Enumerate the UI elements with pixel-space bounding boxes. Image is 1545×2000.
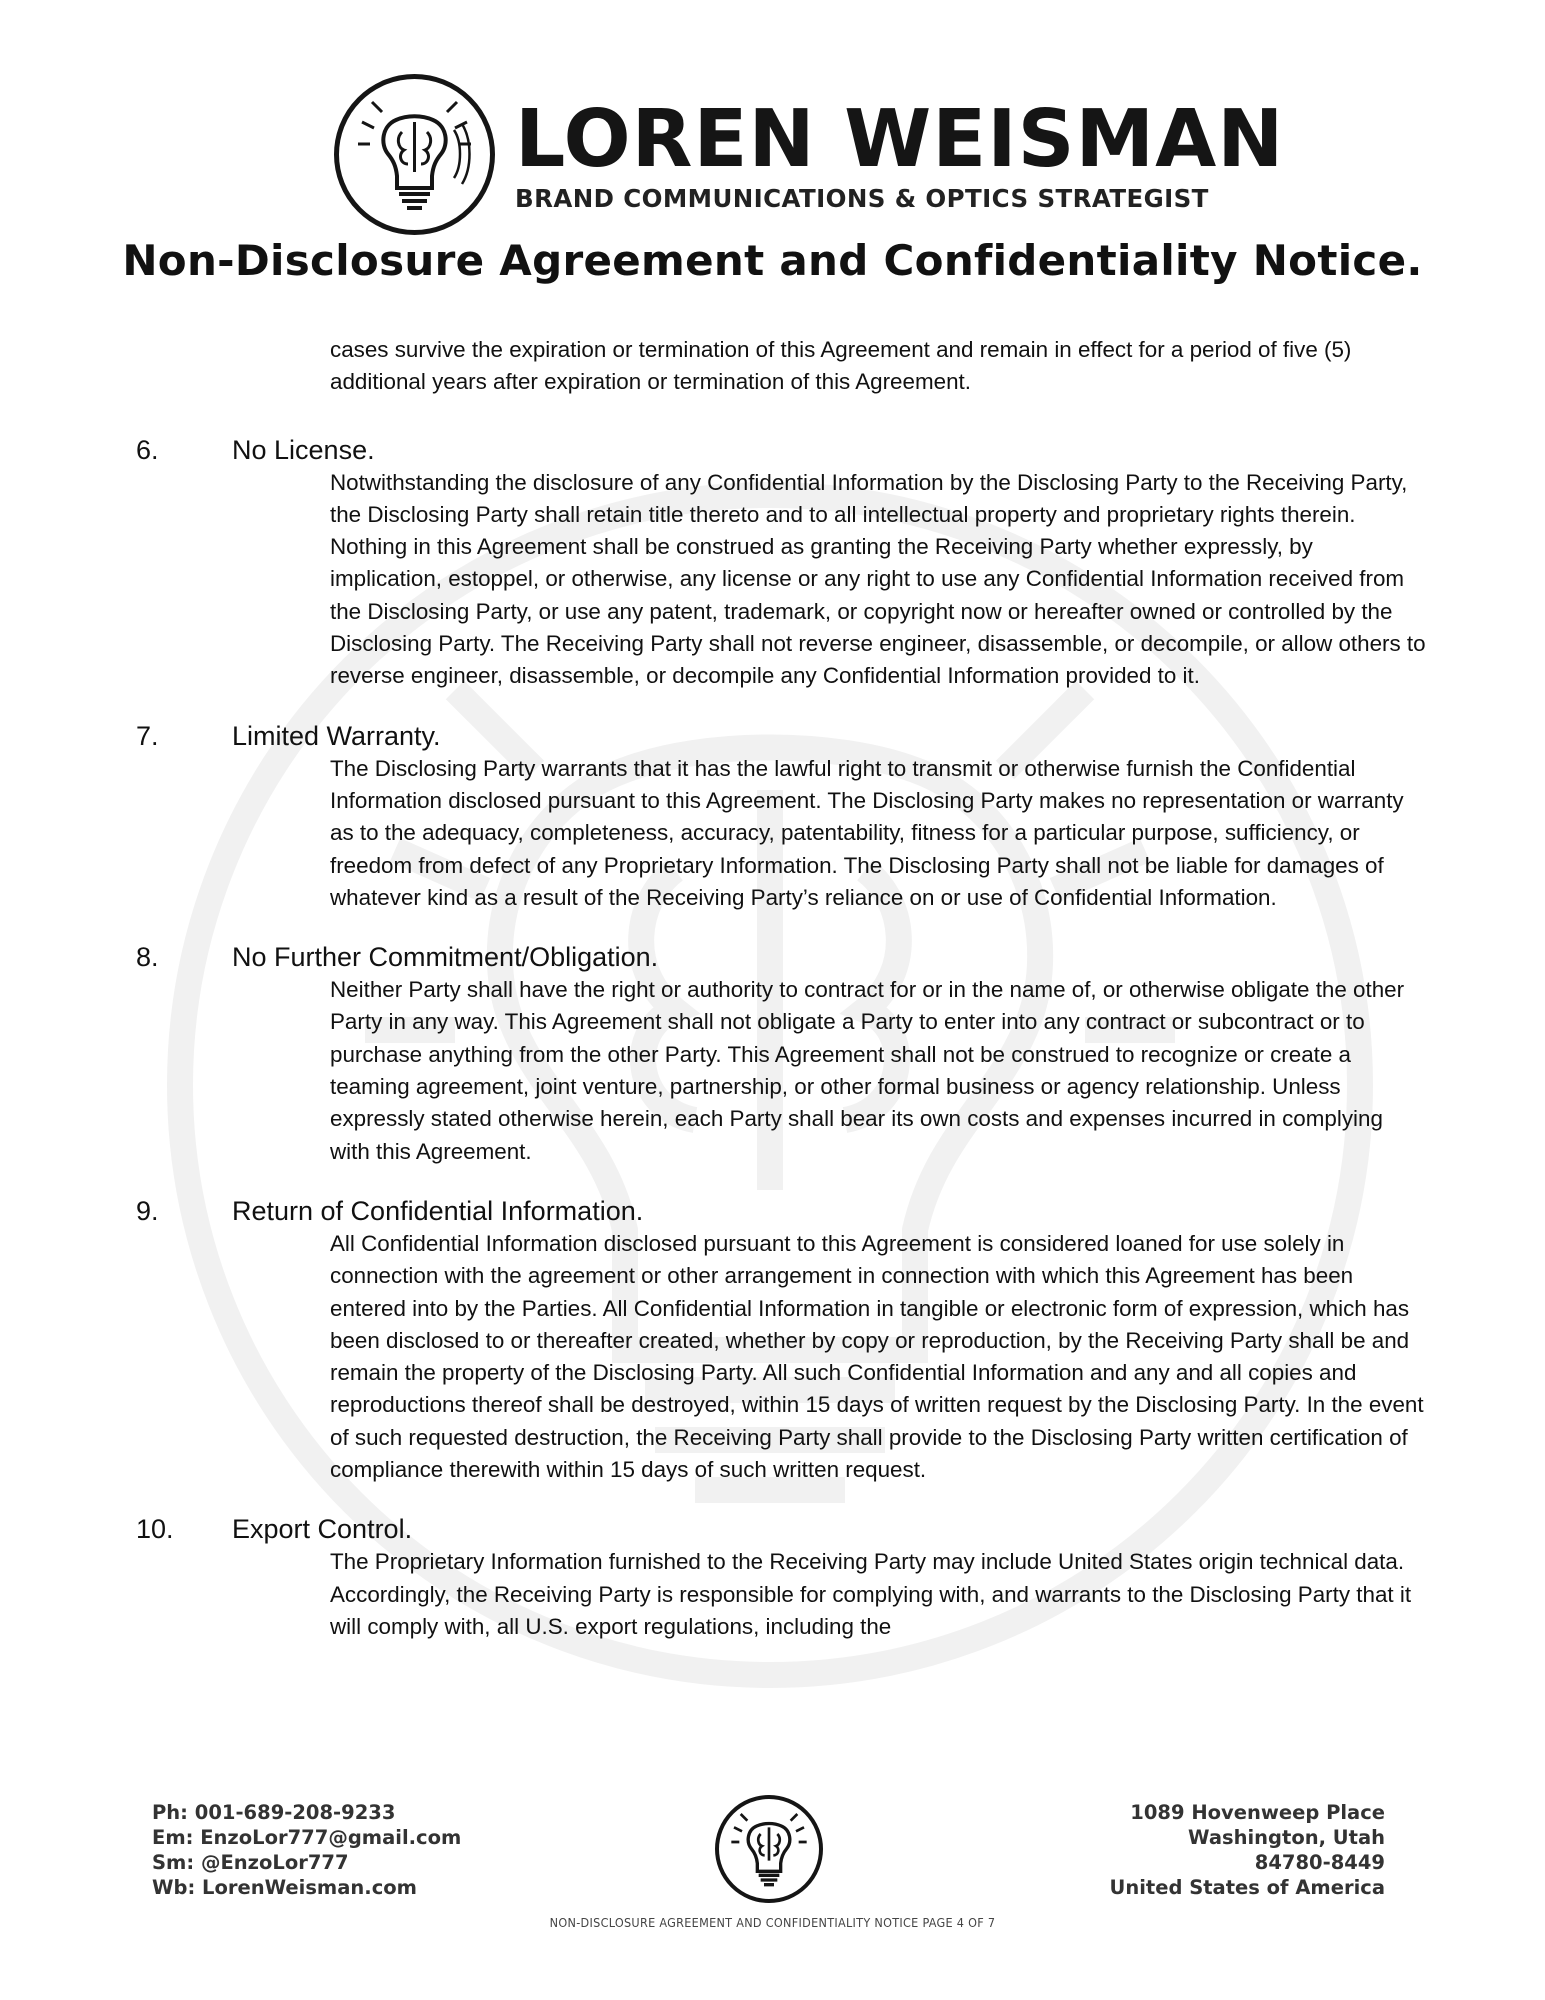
lightbulb-brain-icon xyxy=(332,72,497,237)
section-number: 7. xyxy=(136,720,159,751)
footer-address xyxy=(1110,1800,1386,1900)
footer-address-line3: 84780-8449 xyxy=(1254,1851,1385,1874)
footer-address-line1: 1089 Hovenweep Place xyxy=(1130,1801,1385,1824)
section-heading: Limited Warranty. xyxy=(232,720,441,751)
section-9 xyxy=(136,1194,1426,1486)
footer-lightbulb-brain-icon xyxy=(714,1794,824,1904)
section-10 xyxy=(136,1512,1426,1643)
section-text: Neither Party shall have the right or authority to contract for or in the name of, or otherwise obligate the other Party in any way. This Agreement shall not obligate a Party to enter into any contract or subcontract or to purchase anything from the other Party. This Agreement shall not be construed to recognize or create a teaming agreement, joint venture, partnership, or other formal business or agency relationship. Unless expressly stated otherwise herein, each Party shall bear its own costs and expenses incurred in complying with this Agreement. xyxy=(330,977,1405,1164)
section-heading: No License. xyxy=(232,434,375,465)
section-heading: Return of Confidential Information. xyxy=(232,1195,644,1226)
section-heading: No Further Commitment/Obligation. xyxy=(232,942,659,973)
section-number: 6. xyxy=(136,434,159,465)
section-heading: Export Control. xyxy=(232,1514,413,1545)
section-text: The Proprietary Information furnished to the Receiving Party may include United States origin technical data. Accordingly, the Receiving Party is responsible for complying with, and warrants to the Disclosing Party that it will comply with, all U.S. export regulations, including the xyxy=(330,1549,1412,1639)
footer-email: Em: EnzoLor777@gmail.com xyxy=(152,1826,462,1849)
section-number: 10. xyxy=(136,1514,174,1545)
section-text: All Confidential Information disclosed pursuant to this Agreement is considered loaned for use solely in connection with the agreement or other arrangement in connection with which this Agreement has been entered into by the Parties. All Confidential Information in tangible or electronic form of expression, which has been disclosed to or thereafter created, whether by copy or reproduction, by the Receiving Party shall be and remain the property of the Disclosing Party. All such Confidential Information and any and all copies and reproductions thereof shall be destroyed, within 15 days of written request by the Disclosing Party. In the event of such requested destruction, the Receiving Party shall provide to the Disclosing Party written certification of compliance therewith within 15 days of such written request. xyxy=(330,1230,1424,1483)
footer-address-line4: United States of America xyxy=(1109,1876,1385,1899)
brand-header xyxy=(332,72,1284,237)
section-text: The Disclosing Party warrants that it has the lawful right to transmit or otherwise furnish the Confidential Information disclosed pursuant to this Agreement. The Disclosing Party makes no representation or warranty as to the adequacy, completeness, accuracy, patentability, fitness for a particular purpose, sufficiency, or freedom from defect of any Proprietary Information. The Disclosing Party shall not be liable for damages of whatever kind as a result of the Receiving Party’s reliance on or use of Confidential Information. xyxy=(330,755,1404,910)
footer-page-note: NON-DISCLOSURE AGREEMENT AND CONFIDENTIALITY NOTICE PAGE 4 OF 7 xyxy=(549,1915,996,1930)
brand-name: LOREN WEISMAN xyxy=(515,93,1285,185)
section-number: 8. xyxy=(136,942,159,973)
document-title: Non-Disclosure Agreement and Confidentiality Notice. xyxy=(122,236,1423,285)
brand-tagline: BRAND COMMUNICATIONS & OPTICS STRATEGIST xyxy=(515,184,1209,213)
section-number: 9. xyxy=(136,1195,159,1226)
footer-social: Sm: @EnzoLor777 xyxy=(152,1851,349,1874)
footer-address-line2: Washington, Utah xyxy=(1188,1826,1385,1849)
section-8 xyxy=(136,940,1426,1168)
footer-phone: Ph: 001-689-208-9233 xyxy=(152,1801,396,1824)
document-body xyxy=(136,334,1426,1643)
section-7 xyxy=(136,719,1426,914)
continuation-paragraph: cases survive the expiration or termination of this Agreement and remain in effect for a period of five (5) additional years after expiration or termination of this Agreement. xyxy=(330,337,1352,395)
section-text: Notwithstanding the disclosure of any Confidential Information by the Disclosing Party to the Receiving Party, the Disclosing Party shall retain title thereto and to all intellectual property and proprietary rights therein. Nothing in this Agreement shall be construed as granting the Receiving Party whether expressly, by implication, estoppel, or otherwise, any license or any right to use any Confidential Information received from the Disclosing Party, or use any patent, trademark, or copyright now or hereafter owned or controlled by the Disclosing Party. The Receiving Party shall not reverse engineer, disassemble, or decompile, or allow others to reverse engineer, disassemble, or decompile any Confidential Information provided to it. xyxy=(330,469,1426,689)
section-6 xyxy=(136,433,1426,693)
footer-contact xyxy=(152,1800,461,1900)
footer-website: Wb: LorenWeisman.com xyxy=(152,1876,417,1899)
